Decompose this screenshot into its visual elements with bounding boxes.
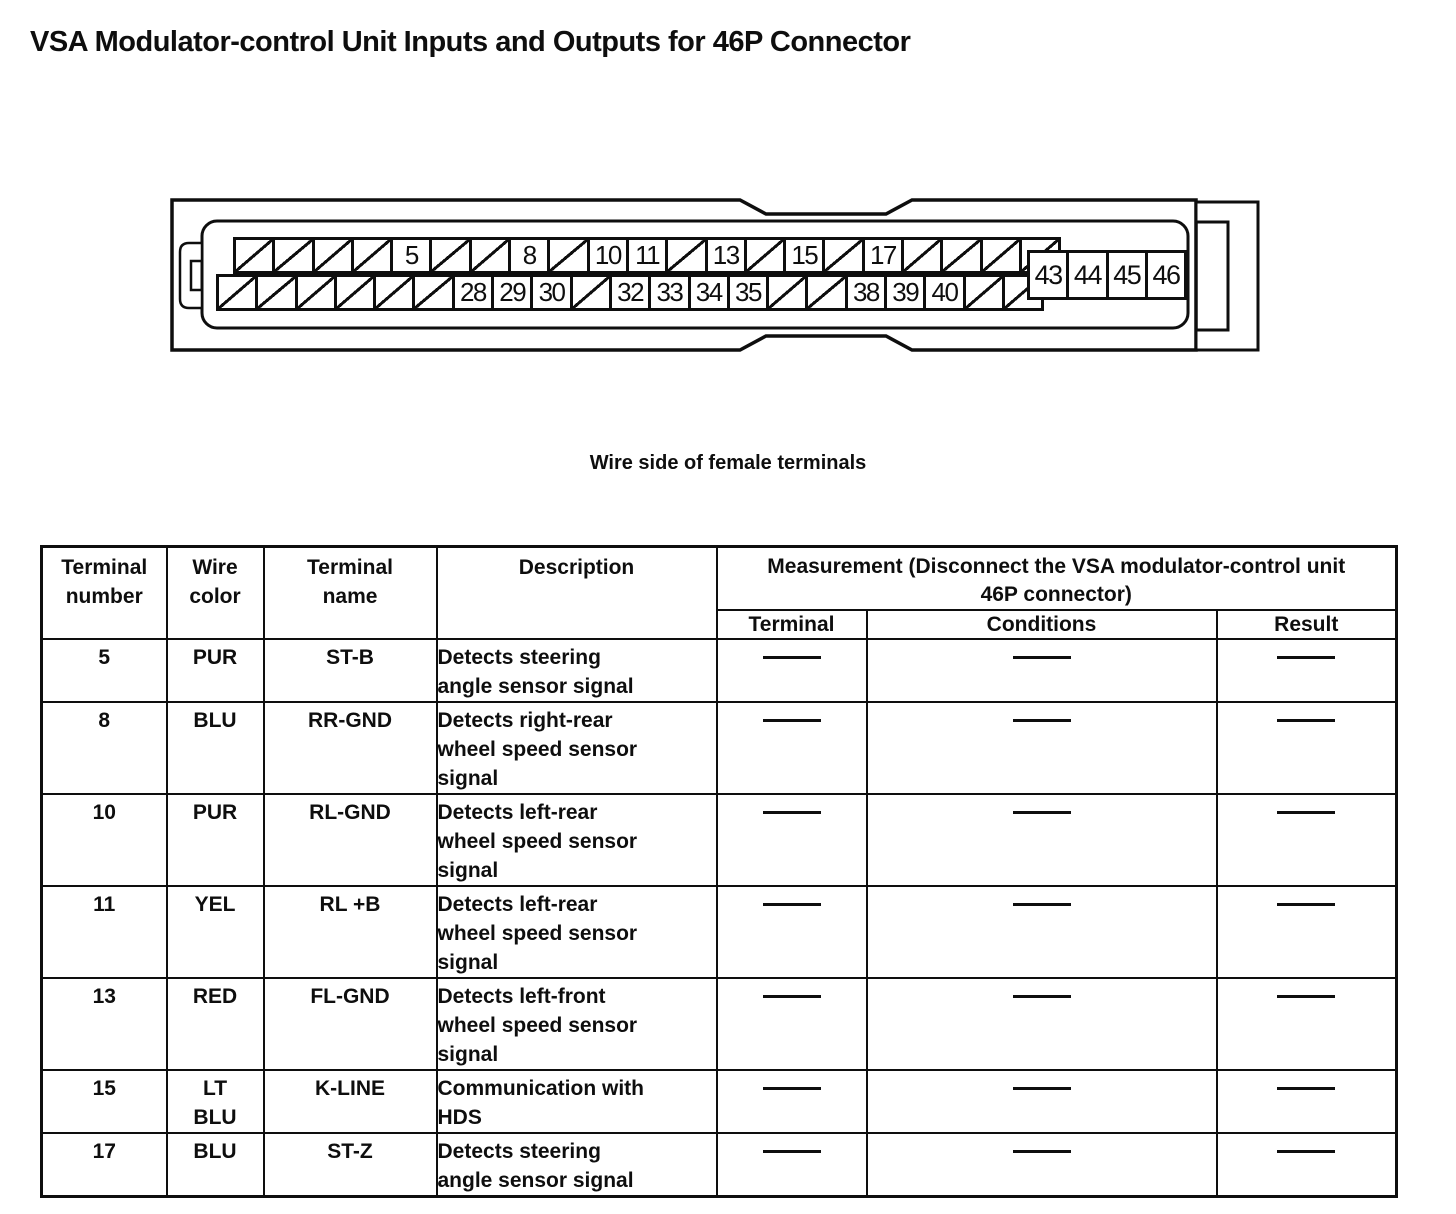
- measurement-conditions-cell: [867, 639, 1217, 702]
- pin-cell-blocked: [550, 240, 589, 271]
- pin-cell-29: 29: [494, 277, 533, 308]
- pin-cell-blocked: [747, 240, 786, 271]
- pin-cell-blocked: [432, 240, 471, 271]
- measurement-conditions-cell: [867, 1133, 1217, 1197]
- dash-line: [1013, 719, 1071, 722]
- pin-cell-13: 13: [708, 240, 747, 271]
- measurement-terminal-cell: [717, 639, 867, 702]
- pin-cell-38: 38: [848, 277, 887, 308]
- measurement-terminal-cell: [717, 978, 867, 1070]
- pin-cell-35: 35: [730, 277, 769, 308]
- description-cell: Detects right-rear wheel speed sensor signal: [437, 702, 717, 794]
- pin-cell-34: 34: [691, 277, 730, 308]
- terminal-name-cell: K-LINE: [264, 1070, 437, 1133]
- description-cell: Detects steering angle sensor signal: [437, 639, 717, 702]
- dash-line: [763, 1150, 821, 1153]
- measurement-result-cell: [1217, 794, 1397, 886]
- wire-color-cell: LT BLU: [167, 1070, 264, 1133]
- terminal-name-cell: ST-B: [264, 639, 437, 702]
- pin-cell-blocked: [376, 277, 415, 308]
- page-title: VSA Modulator-control Unit Inputs and Outputs for 46P Connector: [30, 26, 911, 58]
- description-cell: Detects left-front wheel speed sensor signal: [437, 978, 717, 1070]
- pin-cell-33: 33: [651, 277, 690, 308]
- pin-cell-blocked: [337, 277, 376, 308]
- measurement-terminal-cell: [717, 1070, 867, 1133]
- measurement-conditions-cell: [867, 978, 1217, 1070]
- pin-cell-blocked: [966, 277, 1005, 308]
- dash-line: [763, 811, 821, 814]
- dash-line: [763, 995, 821, 998]
- terminal-number-cell: 13: [42, 978, 167, 1070]
- pin-cell-45: 45: [1109, 253, 1148, 297]
- header-terminal-number: Terminal number: [42, 547, 167, 640]
- wire-color-cell: YEL: [167, 886, 264, 978]
- dash-line: [1013, 656, 1071, 659]
- pin-cell-blocked: [258, 277, 297, 308]
- table-row: [42, 639, 1397, 702]
- measurement-conditions-cell: [867, 794, 1217, 886]
- measurement-conditions-cell: [867, 1070, 1217, 1133]
- pin-cell-blocked: [236, 240, 275, 271]
- terminal-number-cell: 10: [42, 794, 167, 886]
- dash-line: [1013, 811, 1071, 814]
- header-terminal-name: Terminal name: [264, 547, 437, 640]
- io-table: [40, 545, 1398, 1198]
- pin-cell-28: 28: [455, 277, 494, 308]
- connector-pin-row-bottom: [216, 274, 1044, 311]
- table-row: [42, 1133, 1397, 1197]
- measurement-terminal-cell: [717, 1133, 867, 1197]
- measurement-result-cell: [1217, 702, 1397, 794]
- measurement-result-cell: [1217, 1133, 1397, 1197]
- table-row: [42, 978, 1397, 1070]
- measurement-terminal-cell: [717, 702, 867, 794]
- header-description: Description: [437, 547, 717, 640]
- pin-cell-44: 44: [1069, 253, 1108, 297]
- dash-line: [1013, 995, 1071, 998]
- pin-cell-blocked: [275, 240, 314, 271]
- dash-line: [763, 903, 821, 906]
- terminal-name-cell: RR-GND: [264, 702, 437, 794]
- dash-line: [1277, 995, 1335, 998]
- pin-cell-17: 17: [865, 240, 904, 271]
- wire-color-cell: BLU: [167, 1133, 264, 1197]
- pin-cell-30: 30: [533, 277, 572, 308]
- wire-color-cell: PUR: [167, 794, 264, 886]
- pin-cell-blocked: [769, 277, 808, 308]
- measurement-result-cell: [1217, 978, 1397, 1070]
- dash-line: [1277, 656, 1335, 659]
- pin-cell-blocked: [825, 240, 864, 271]
- pin-cell-46: 46: [1148, 253, 1184, 297]
- pin-cell-8: 8: [511, 240, 550, 271]
- dash-line: [1277, 1150, 1335, 1153]
- terminal-number-cell: 8: [42, 702, 167, 794]
- pin-cell-blocked: [315, 240, 354, 271]
- measurement-terminal-cell: [717, 886, 867, 978]
- header-meas-terminal: Terminal: [717, 610, 867, 639]
- description-cell: Detects left-rear wheel speed sensor signal: [437, 794, 717, 886]
- pin-cell-blocked: [573, 277, 612, 308]
- description-cell: Detects steering angle sensor signal: [437, 1133, 717, 1197]
- pin-cell-blocked: [415, 277, 454, 308]
- measurement-result-cell: [1217, 639, 1397, 702]
- dash-line: [1013, 1150, 1071, 1153]
- table-row: [42, 1070, 1397, 1133]
- terminal-number-cell: 5: [42, 639, 167, 702]
- dash-line: [1277, 903, 1335, 906]
- terminal-name-cell: ST-Z: [264, 1133, 437, 1197]
- header-meas-conditions: Conditions: [867, 610, 1217, 639]
- wire-color-cell: PUR: [167, 639, 264, 702]
- pin-cell-blocked: [472, 240, 511, 271]
- pin-cell-blocked: [983, 240, 1022, 271]
- header-measurement: Measurement (Disconnect the VSA modulator-control unit 46P connector): [717, 547, 1397, 611]
- wire-color-cell: BLU: [167, 702, 264, 794]
- pin-cell-blocked: [298, 277, 337, 308]
- dash-line: [763, 656, 821, 659]
- measurement-terminal-cell: [717, 794, 867, 886]
- measurement-conditions-cell: [867, 702, 1217, 794]
- pin-cell-10: 10: [590, 240, 629, 271]
- pin-cell-11: 11: [629, 240, 668, 271]
- dash-line: [763, 1087, 821, 1090]
- terminal-name-cell: RL +B: [264, 886, 437, 978]
- pin-cell-32: 32: [612, 277, 651, 308]
- dash-line: [1013, 903, 1071, 906]
- measurement-result-cell: [1217, 1070, 1397, 1133]
- description-cell: Communication with HDS: [437, 1070, 717, 1133]
- dash-line: [1277, 811, 1335, 814]
- pin-cell-blocked: [219, 277, 258, 308]
- pin-cell-blocked: [808, 277, 847, 308]
- connector-pin-row-top: [233, 237, 1061, 274]
- pin-cell-blocked: [904, 240, 943, 271]
- dash-line: [1277, 1087, 1335, 1090]
- terminal-number-cell: 11: [42, 886, 167, 978]
- pin-cell-43: 43: [1030, 253, 1069, 297]
- pin-cell-blocked: [354, 240, 393, 271]
- pin-cell-15: 15: [786, 240, 825, 271]
- measurement-conditions-cell: [867, 886, 1217, 978]
- header-wire-color: Wire color: [167, 547, 264, 640]
- table-header-row: [42, 547, 1397, 611]
- terminal-number-cell: 17: [42, 1133, 167, 1197]
- pin-cell-blocked: [668, 240, 707, 271]
- header-meas-result: Result: [1217, 610, 1397, 639]
- table-row: [42, 702, 1397, 794]
- table-row: [42, 794, 1397, 886]
- connector-right-tab: [1196, 202, 1258, 350]
- table-row: [42, 886, 1397, 978]
- dash-line: [763, 719, 821, 722]
- dash-line: [1277, 719, 1335, 722]
- terminal-name-cell: RL-GND: [264, 794, 437, 886]
- description-cell: Detects left-rear wheel speed sensor signal: [437, 886, 717, 978]
- dash-line: [1013, 1087, 1071, 1090]
- terminal-number-cell: 15: [42, 1070, 167, 1133]
- terminal-name-cell: FL-GND: [264, 978, 437, 1070]
- wire-color-cell: RED: [167, 978, 264, 1070]
- pin-cell-blocked: [943, 240, 982, 271]
- measurement-result-cell: [1217, 886, 1397, 978]
- pin-cell-5: 5: [393, 240, 432, 271]
- connector-pin-group-right: [1027, 250, 1187, 300]
- pin-cell-40: 40: [926, 277, 965, 308]
- pin-cell-39: 39: [887, 277, 926, 308]
- diagram-caption: Wire side of female terminals: [589, 452, 867, 474]
